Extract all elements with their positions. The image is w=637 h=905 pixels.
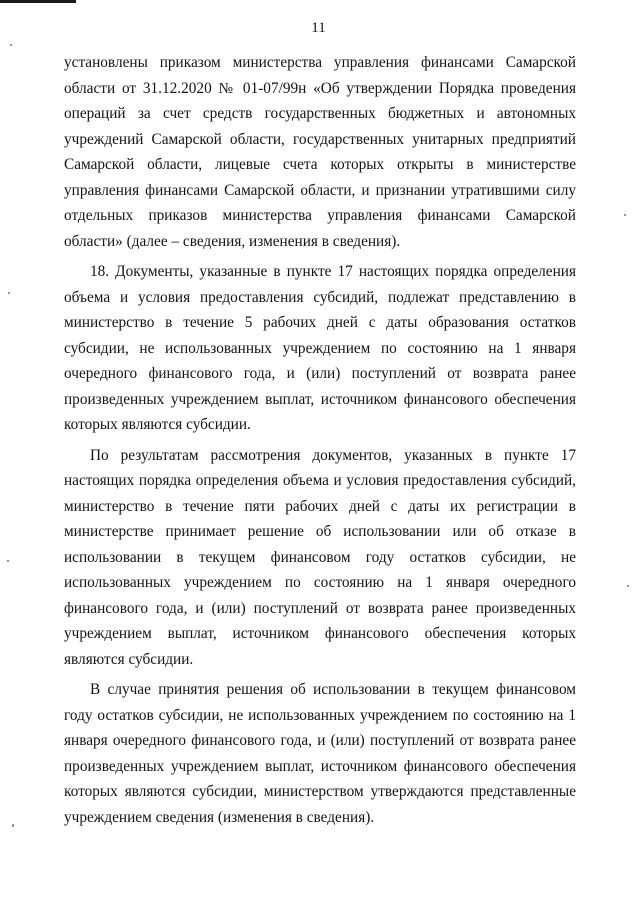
page-number: 11 [311, 20, 326, 36]
scan-speck [7, 560, 9, 562]
scan-corner-mark [0, 0, 76, 3]
scan-speck [8, 292, 10, 294]
scan-speck [12, 824, 14, 827]
paragraph-continuation: установлены приказом министерства управления финансами Самарской области от 31.12.2020 № 01-07/99н «Об утверждении Порядка проведения операций за счет средств государственных бюджетных и автономных учреждений Самарской области, государственных унитарных предприятий Самарской области, лицевые счета которых открыты в министерстве управления финансами Самарской области, и признании утратившими силу отдельных приказов министерства управления финансами Самарской области» (далее – сведения, изменения в сведения). [64, 54, 576, 250]
scan-speck [624, 214, 626, 216]
scan-speck [10, 44, 12, 46]
paragraph-review-results: По результатам рассмотрения документов, указанных в пункте 17 настоящих порядка определения объема и условия предоставления субсидий, министерство в течение пяти рабочих дней с даты их регистрации в министерстве принимает решение об использовании или об отказе в использовании в текущем финансовом году остатков субсидии, не использованных учреждением по состоянию на 1 января очередного финансового года, и (или) поступлений от возврата ранее произведенных учреждением выплат, источником финансового обеспечения которых являются субсидии. [64, 446, 576, 668]
paragraph-decision-use: В случае принятия решения об использовании в текущем финансовом году остатков субсидии, не использованных учреждением по состоянию на 1 января очередного финансового года, и (или) поступлений от возврата ранее произведенных учреждением выплат, источником финансового обеспечения которых являются субсидии, министерством утверждаются представленные учреждением сведения (изменения в сведения). [64, 681, 576, 826]
paragraph-item-18: 18. Документы, указанные в пункте 17 настоящих порядка определения объема и условия предоставления субсидий, подлежат представлению в министерство в течение 5 рабочих дней с даты образования остатков субсидии, не использованных учреждением по состоянию на 1 января очередного финансового года, и (или) поступлений от возврата ранее произведенных учреждением выплат, источником финансового обеспечения которых являются субсидии. [64, 263, 576, 433]
scan-speck [627, 585, 629, 587]
document-text-body [64, 50, 576, 835]
